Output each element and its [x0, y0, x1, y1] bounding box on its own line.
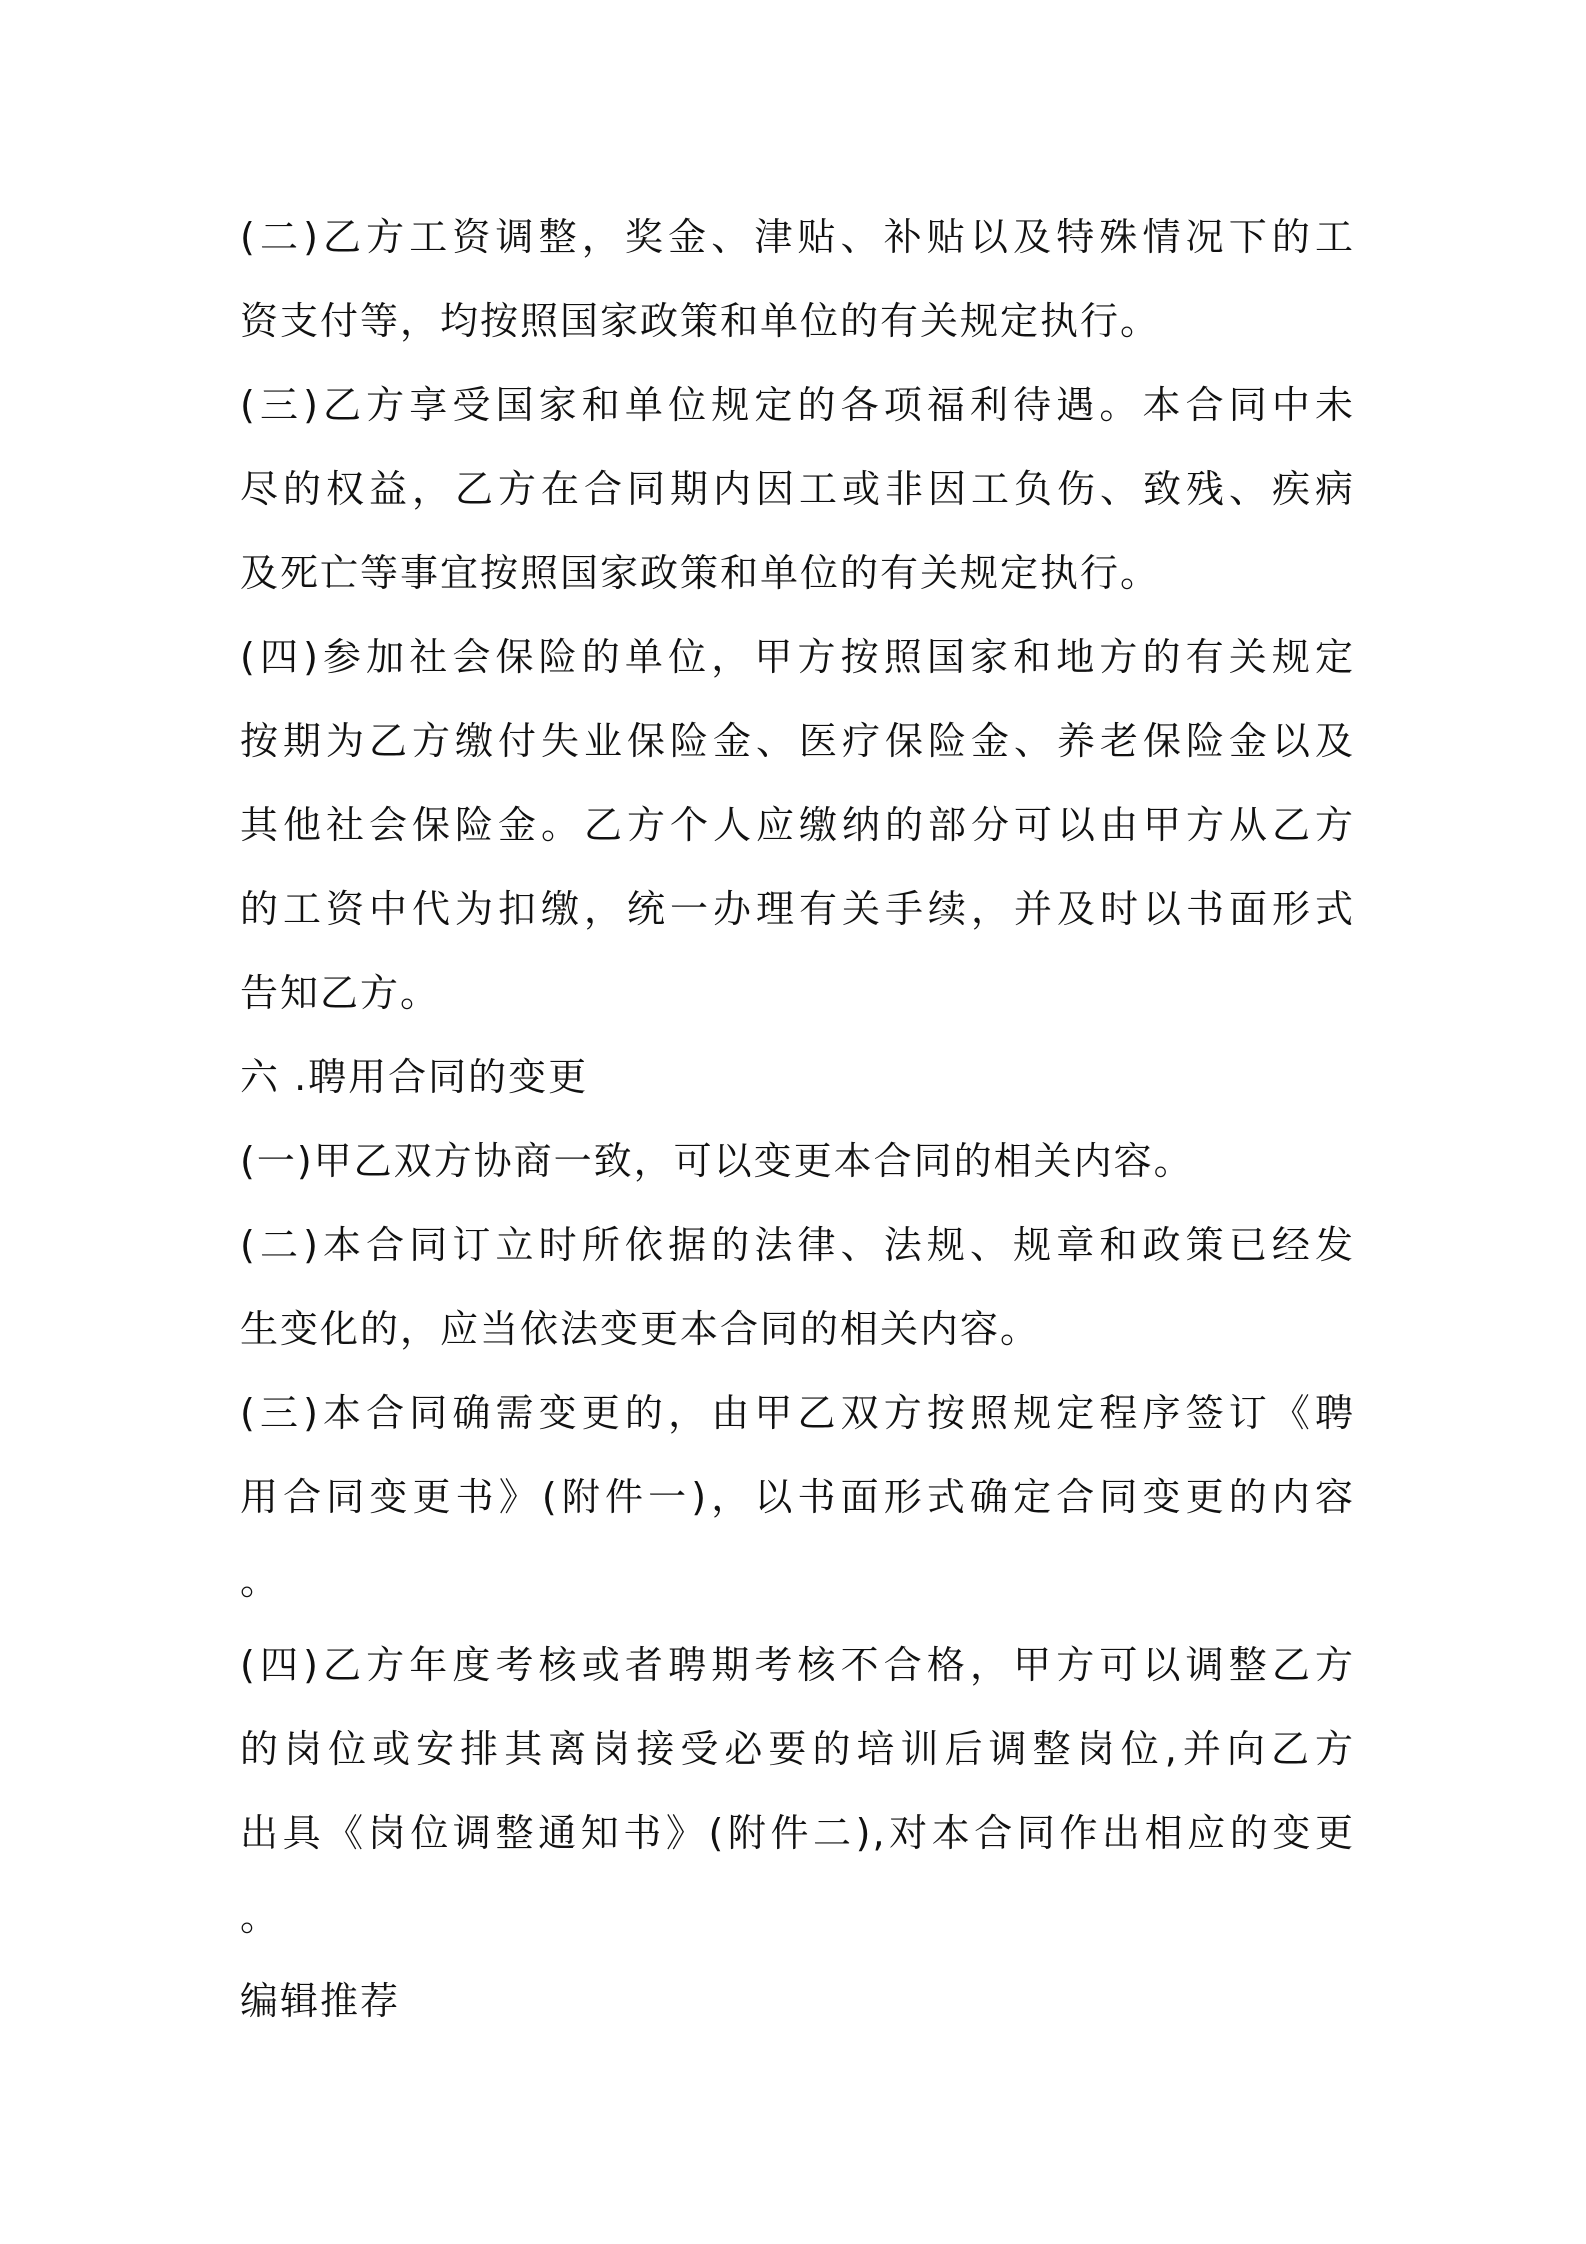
- section-heading-6: 六 .聘用合同的变更: [240, 1055, 589, 1099]
- paragraph-2-2-line-2: 资支付等，均按照国家政策和单位的有关规定执行。: [240, 299, 1161, 343]
- paragraph-2-4-line-2: 按期为乙方缴付失业保险金、医疗保险金、养老保险金以及: [240, 719, 1355, 763]
- paragraph-2-4-line-4: 的工资中代为扣缴，统一办理有关手续，并及时以书面形式: [240, 887, 1355, 931]
- document-body: [240, 195, 1355, 2043]
- paragraph-6-3-line-3: 。: [240, 1559, 281, 1603]
- paragraph-6-3-line-2: 用合同变更书》(附件一)，以书面形式确定合同变更的内容: [240, 1475, 1355, 1519]
- editor-recommendation-heading: 编辑推荐: [240, 1979, 401, 2023]
- paragraph-2-3-line-3: 及死亡等事宜按照国家政策和单位的有关规定执行。: [240, 551, 1161, 595]
- paragraph-2-4-line-1: (四)参加社会保险的单位，甲方按照国家和地方的有关规定: [240, 635, 1355, 679]
- paragraph-2-2-line-1: (二)乙方工资调整，奖金、津贴、补贴以及特殊情况下的工: [240, 215, 1355, 259]
- paragraph-2-4-line-3: 其他社会保险金。乙方个人应缴纳的部分可以由甲方从乙方: [240, 803, 1355, 847]
- paragraph-2-3-line-1: (三)乙方享受国家和单位规定的各项福利待遇。本合同中未: [240, 383, 1355, 427]
- paragraph-6-4-line-1: (四)乙方年度考核或者聘期考核不合格，甲方可以调整乙方: [240, 1643, 1355, 1687]
- paragraph-6-3-line-1: (三)本合同确需变更的，由甲乙双方按照规定程序签订《聘: [240, 1391, 1355, 1435]
- paragraph-6-1-line-1: (一)甲乙双方协商一致，可以变更本合同的相关内容。: [240, 1139, 1194, 1183]
- paragraph-2-4-line-5: 告知乙方。: [240, 971, 441, 1015]
- paragraph-2-3-line-2: 尽的权益，乙方在合同期内因工或非因工负伤、致残、疾病: [240, 467, 1355, 511]
- paragraph-6-2-line-2: 生变化的，应当依法变更本合同的相关内容。: [240, 1307, 1041, 1351]
- paragraph-6-4-line-4: 。: [240, 1895, 281, 1939]
- paragraph-6-4-line-2: 的岗位或安排其离岗接受必要的培训后调整岗位,并向乙方: [240, 1727, 1355, 1771]
- paragraph-6-4-line-3: 出具《岗位调整通知书》(附件二),对本合同作出相应的变更: [240, 1811, 1355, 1855]
- paragraph-6-2-line-1: (二)本合同订立时所依据的法律、法规、规章和政策已经发: [240, 1223, 1355, 1267]
